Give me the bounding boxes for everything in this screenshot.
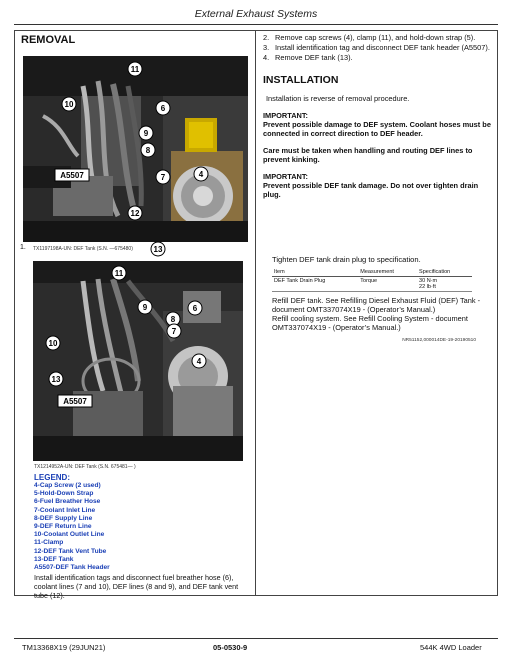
removal-heading: REMOVAL [21, 34, 76, 46]
step-item: 2. Remove cap screws (4), clamp (11), and hold-down strap (5). [263, 33, 476, 42]
callout-10 [62, 97, 76, 111]
svg-text:10: 10 [64, 100, 74, 109]
callout-a5507-b [58, 395, 92, 407]
spec-cell: 30 N·m 22 lb·ft [417, 277, 472, 292]
callout-11-b [112, 266, 126, 280]
svg-text:13: 13 [153, 245, 163, 254]
legend-item: A5507-DEF Tank Header [34, 564, 110, 572]
callout-13-b [49, 372, 63, 386]
svg-text:4: 4 [196, 357, 202, 366]
important-text: Prevent possible damage to DEF system. Coolant hoses must be connected in correct direction to DEF header. [263, 120, 491, 138]
callout-13 [151, 242, 165, 256]
legend-item: 6-Fuel Breather Hose [34, 498, 101, 506]
svg-text:4: 4 [198, 170, 204, 179]
care-text: Care must be taken when handling and routing DEF lines to prevent kinking. [263, 146, 473, 164]
refill-def-text: Refill DEF tank. See Refilling Diesel Exhaust Fluid (DEF) Tank - document OMT337074X19 - (Operator’s Manual.) [272, 296, 481, 314]
callout-4 [194, 167, 208, 181]
spec-header: Specification [417, 268, 472, 277]
svg-text:11: 11 [114, 269, 124, 278]
column-divider [255, 31, 256, 595]
important-text: Prevent possible DEF tank damage. Do not over tighten drain plug. [263, 181, 479, 199]
callout-10-b [46, 336, 60, 350]
svg-text:6: 6 [160, 104, 166, 113]
svg-text:11: 11 [130, 65, 140, 74]
legend-item: 10-Coolant Outlet Line [34, 531, 105, 539]
refill-cooling-text: Refill cooling system. See Refill Cooling System - document OMT337074X19 - (Operator’s Manual.) [272, 314, 468, 332]
callout-4-b [192, 354, 206, 368]
svg-text:A5507: A5507 [60, 171, 84, 180]
callout-9-b [138, 300, 152, 314]
step-item: 4. Remove DEF tank (13). [263, 53, 353, 62]
spec-intro: Tighten DEF tank drain plug to specification. [272, 255, 421, 264]
svg-text:A5507: A5507 [63, 397, 87, 406]
callout-7-b [167, 324, 181, 338]
legend-item: 4-Cap Screw (2 used) [34, 482, 101, 489]
specification-block [272, 255, 482, 343]
photo-caption-late: TX1214952A-UN: DEF Tank (S.N. 675481— ) [34, 464, 136, 470]
callout-6 [156, 101, 170, 115]
footer-model: 544K 4WD Loader [420, 643, 482, 652]
svg-text:10: 10 [48, 339, 58, 348]
legend-title: LEGEND: [34, 473, 70, 482]
footer-page-number: 05-0530-9 [213, 643, 248, 652]
legend-item: 11-Clamp [34, 539, 64, 547]
footer-doc-id: TM13368X19 (29JUN21) [22, 643, 106, 652]
svg-text:12: 12 [130, 209, 140, 218]
svg-text:13: 13 [51, 375, 61, 384]
callout-12 [128, 206, 142, 220]
callout-8 [141, 143, 155, 157]
legend-item: 12-DEF Tank Vent Tube [34, 547, 107, 555]
page-header [14, 8, 498, 25]
reference-code: NR51152,000014DE-19-20190510 [402, 338, 476, 343]
callout-9 [139, 126, 153, 140]
svg-text:6: 6 [192, 304, 198, 313]
spec-table [272, 268, 472, 292]
callout-6-b [188, 301, 202, 315]
callout-a5507 [55, 169, 89, 181]
spec-header: Measurement [358, 268, 417, 277]
spec-cell: Torque [358, 277, 417, 292]
table-row [272, 277, 472, 292]
legend-item: 7-Coolant Inlet Line [34, 506, 96, 514]
svg-text:7: 7 [160, 173, 166, 182]
removal-steps [263, 33, 493, 62]
legend-item: 13-DEF Tank [34, 555, 74, 563]
legend-description: Install identification tags and disconnect fuel breather hose (6), coolant lines (7 and 10), DEF lines (8 and 9), and DEF tank vent tube (12). [34, 573, 239, 601]
svg-text:7: 7 [171, 327, 177, 336]
svg-text:8: 8 [170, 315, 176, 324]
svg-text:9: 9 [143, 129, 149, 138]
important-label: IMPORTANT: [263, 172, 309, 181]
legend-item: 9-DEF Return Line [34, 523, 92, 531]
installation-note: Installation is reverse of removal procedure. [266, 94, 410, 103]
legend-item: 5-Hold-Down Strap [34, 490, 94, 498]
spec-cell: DEF Tank Drain Plug [272, 277, 358, 292]
step-1-number: 1. [20, 244, 26, 251]
photo-caption-early: TX1197198A-UN: DEF Tank (S.N. —675480) [33, 246, 133, 252]
def-tank-photo-late [33, 261, 243, 461]
callout-11 [128, 62, 142, 76]
important-label: IMPORTANT: [263, 111, 309, 120]
installation-heading: INSTALLATION [263, 74, 339, 86]
right-column [263, 33, 493, 207]
step-item: 3. Install identification tag and disconnect DEF tank header (A5507). [263, 43, 490, 52]
footer-divider [14, 638, 498, 639]
spec-header: Item [272, 268, 358, 277]
legend [34, 473, 252, 600]
legend-item: 8-DEF Supply Line [34, 514, 93, 522]
svg-text:9: 9 [142, 303, 148, 312]
section-title: External Exhaust Systems [194, 8, 318, 20]
callout-7 [156, 170, 170, 184]
svg-text:8: 8 [145, 146, 151, 155]
